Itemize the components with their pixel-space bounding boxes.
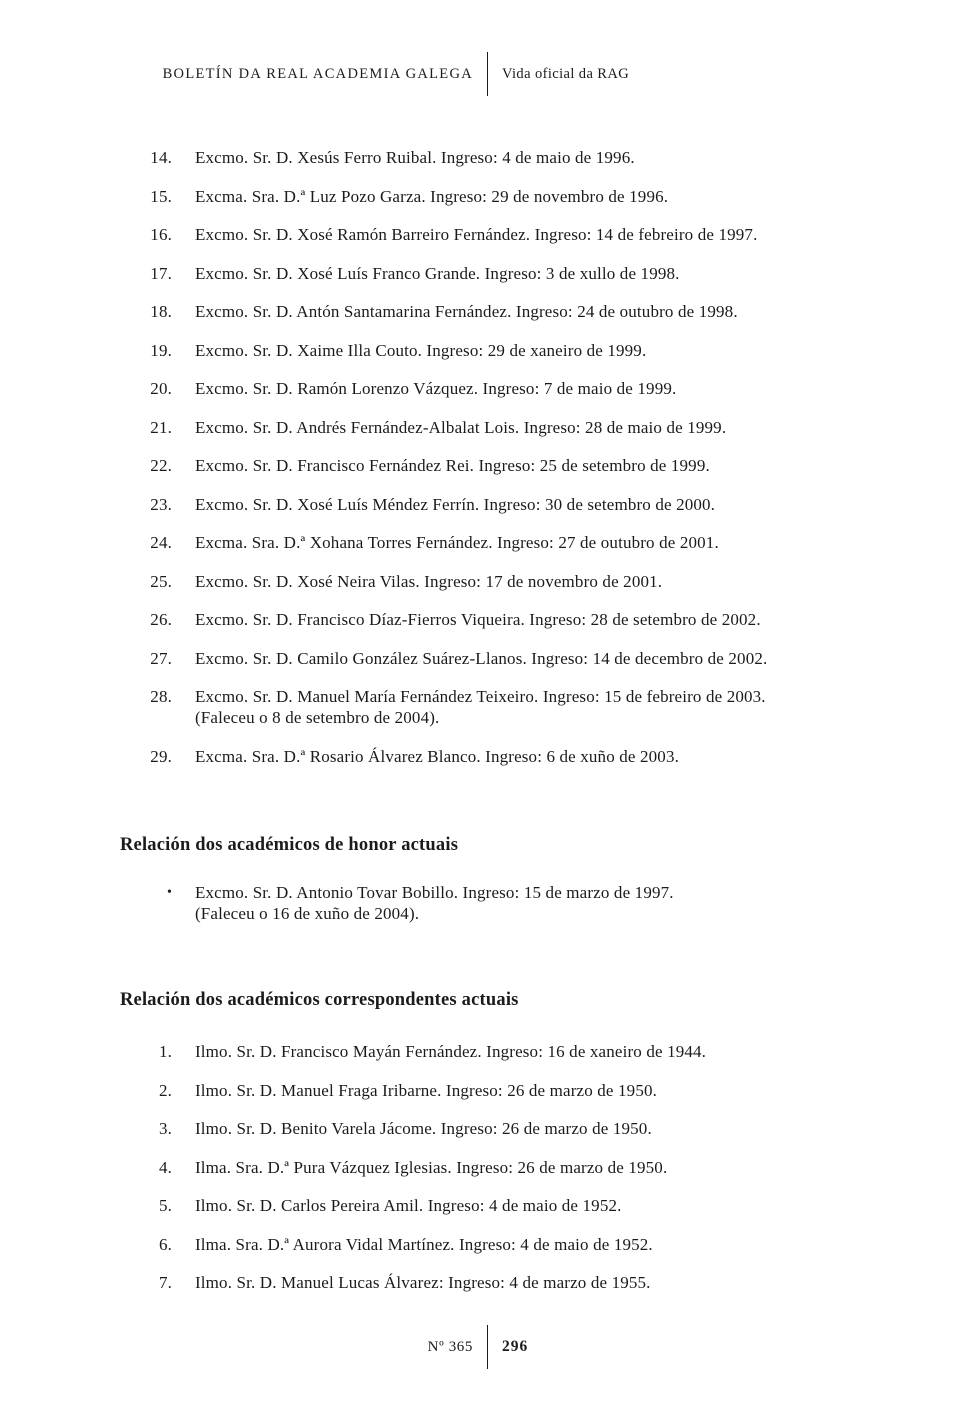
item-text [195, 186, 822, 207]
item-text [195, 746, 822, 767]
item-number: 1. [158, 1042, 172, 1061]
item-text [195, 571, 822, 592]
list-item [148, 340, 822, 361]
list-item [148, 1195, 822, 1216]
item-number: 3. [158, 1119, 172, 1138]
item-main-text: Ilma. Sra. D.ª Aurora Vidal Martínez. Ingreso: 4 de maio de 1952. [195, 1234, 653, 1254]
bullet-icon: • [166, 885, 172, 900]
page-number: 296 [502, 1338, 529, 1355]
list-item [148, 186, 822, 207]
list-item [148, 1041, 822, 1062]
list-item [148, 1234, 822, 1255]
section-heading-correspondentes: Relación dos académicos correspondentes actuais [120, 990, 519, 1010]
header-divider [487, 52, 488, 96]
item-number: 5. [158, 1196, 172, 1215]
list-item [148, 378, 822, 399]
list-item [148, 301, 822, 322]
item-note: (Faleceu o 8 de setembro de 2004). [195, 708, 440, 727]
item-text [195, 532, 822, 553]
item-text [195, 1195, 822, 1216]
item-main-text: Excmo. Sr. D. Andrés Fernández-Albalat Lois. Ingreso: 28 de maio de 1999. [195, 417, 727, 437]
item-number: 29. [150, 746, 172, 766]
item-main-text: Excmo. Sr. D. Francisco Díaz-Fierros Viqueira. Ingreso: 28 de setembro de 2002. [195, 610, 761, 629]
list-item [148, 609, 822, 630]
item-text [195, 147, 822, 168]
list-item [148, 571, 822, 592]
item-main-text: Ilmo. Sr. D. Benito Varela Jácome. Ingreso: 26 de marzo de 1950. [195, 1119, 652, 1138]
item-text [195, 648, 822, 669]
item-text [195, 1272, 822, 1293]
list-item [148, 224, 822, 245]
list-item [148, 494, 822, 515]
item-number: 26. [150, 610, 172, 629]
item-text [195, 1080, 822, 1101]
page-header [0, 52, 975, 96]
item-text [195, 686, 822, 728]
item-number: 19. [150, 340, 172, 360]
list-item [148, 686, 822, 728]
item-main-text: Excmo. Sr. D. Antón Santamarina Fernández. Ingreso: 24 de outubro de 1998. [195, 302, 738, 321]
item-text [195, 1157, 822, 1178]
item-text [195, 301, 822, 322]
item-number: 4. [158, 1157, 172, 1177]
item-main-text: Ilmo. Sr. D. Manuel Lucas Álvarez: Ingreso: 4 de marzo de 1955. [195, 1273, 651, 1292]
item-text [195, 1118, 822, 1139]
item-number: 20. [150, 379, 172, 398]
numerarios-list [148, 147, 822, 784]
item-number: 7. [158, 1273, 172, 1292]
item-main-text: Excma. Sra. D.ª Luz Pozo Garza. Ingreso: 29 de novembro de 1996. [195, 186, 669, 206]
footer-issue: Nº 365 [427, 1338, 473, 1355]
list-item [148, 1080, 822, 1101]
list-item [148, 147, 822, 168]
item-number: 21. [150, 417, 172, 437]
item-main-text: Ilmo. Sr. D. Carlos Pereira Amil. Ingreso: 4 de maio de 1952. [195, 1196, 622, 1215]
item-number: 23. [150, 494, 172, 514]
item-main-text: Excmo. Sr. D. Antonio Tovar Bobillo. Ingreso: 15 de marzo de 1997. [195, 883, 674, 902]
item-main-text: Excmo. Sr. D. Camilo González Suárez-Llanos. Ingreso: 14 de decembro de 2002. [195, 648, 768, 668]
item-text [195, 1234, 822, 1255]
list-item [148, 263, 822, 284]
item-text [195, 378, 822, 399]
item-main-text: Excmo. Sr. D. Xosé Neira Vilas. Ingreso: 17 de novembro de 2001. [195, 571, 663, 591]
item-main-text: Excma. Sra. D.ª Rosario Álvarez Blanco. Ingreso: 6 de xuño de 2003. [195, 746, 680, 766]
item-text [195, 224, 822, 245]
item-main-text: Ilmo. Sr. D. Francisco Mayán Fernández. Ingreso: 16 de xaneiro de 1944. [195, 1042, 707, 1061]
item-text [195, 417, 822, 438]
item-number: 27. [150, 648, 172, 668]
item-number: 16. [150, 225, 172, 244]
correspondentes-list [148, 1041, 822, 1311]
item-text [195, 340, 822, 361]
item-number: 24. [150, 533, 172, 552]
item-main-text: Excmo. Sr. D. Xesús Ferro Ruibal. Ingreso: 4 de maio de 1996. [195, 148, 635, 167]
item-number: 25. [150, 571, 172, 591]
item-note: (Faleceu o 16 de xuño de 2004). [195, 904, 420, 923]
honor-list [148, 882, 822, 942]
item-text [195, 263, 822, 284]
item-text [195, 1041, 822, 1062]
item-main-text: Excmo. Sr. D. Ramón Lorenzo Vázquez. Ingreso: 7 de maio de 1999. [195, 379, 677, 398]
item-text [195, 609, 822, 630]
item-number: 22. [150, 456, 172, 475]
item-main-text: Excmo. Sr. D. Xaime Illa Couto. Ingreso: 29 de xaneiro de 1999. [195, 340, 647, 360]
item-text [195, 455, 822, 476]
list-item [148, 1157, 822, 1178]
list-item [148, 532, 822, 553]
item-number: 18. [150, 302, 172, 321]
item-main-text: Ilma. Sra. D.ª Pura Vázquez Iglesias. Ingreso: 26 de marzo de 1950. [195, 1157, 668, 1177]
header-section-label: Vida oficial da RAG [502, 65, 630, 82]
page-footer [0, 1325, 975, 1369]
section-heading-honor: Relación dos académicos de honor actuais [120, 835, 459, 855]
list-item [148, 648, 822, 669]
item-number: 2. [158, 1080, 172, 1100]
list-item [148, 882, 822, 924]
item-text [195, 882, 822, 924]
item-number: 15. [150, 186, 172, 206]
item-number: 6. [158, 1234, 172, 1254]
list-item [148, 746, 822, 767]
item-main-text: Excmo. Sr. D. Xosé Luís Franco Grande. Ingreso: 3 de xullo de 1998. [195, 263, 680, 283]
item-text [195, 494, 822, 515]
list-item [148, 1118, 822, 1139]
list-item [148, 1272, 822, 1293]
list-item [148, 455, 822, 476]
item-number: 14. [150, 148, 172, 167]
item-number: 28. [150, 687, 172, 706]
item-main-text: Excmo. Sr. D. Francisco Fernández Rei. Ingreso: 25 de setembro de 1999. [195, 456, 710, 475]
footer-divider [487, 1325, 488, 1369]
item-main-text: Excma. Sra. D.ª Xohana Torres Fernández. Ingreso: 27 de outubro de 2001. [195, 533, 719, 552]
item-main-text: Excmo. Sr. D. Manuel María Fernández Teixeiro. Ingreso: 15 de febreiro de 2003. [195, 687, 766, 706]
item-number: 17. [150, 263, 172, 283]
item-main-text: Excmo. Sr. D. Xosé Luís Méndez Ferrín. Ingreso: 30 de setembro de 2000. [195, 494, 716, 514]
list-item [148, 417, 822, 438]
item-main-text: Ilmo. Sr. D. Manuel Fraga Iribarne. Ingreso: 26 de marzo de 1950. [195, 1080, 658, 1100]
item-main-text: Excmo. Sr. D. Xosé Ramón Barreiro Fernández. Ingreso: 14 de febreiro de 1997. [195, 225, 758, 244]
journal-title: BOLETÍN DA REAL ACADEMIA GALEGA [162, 65, 473, 82]
